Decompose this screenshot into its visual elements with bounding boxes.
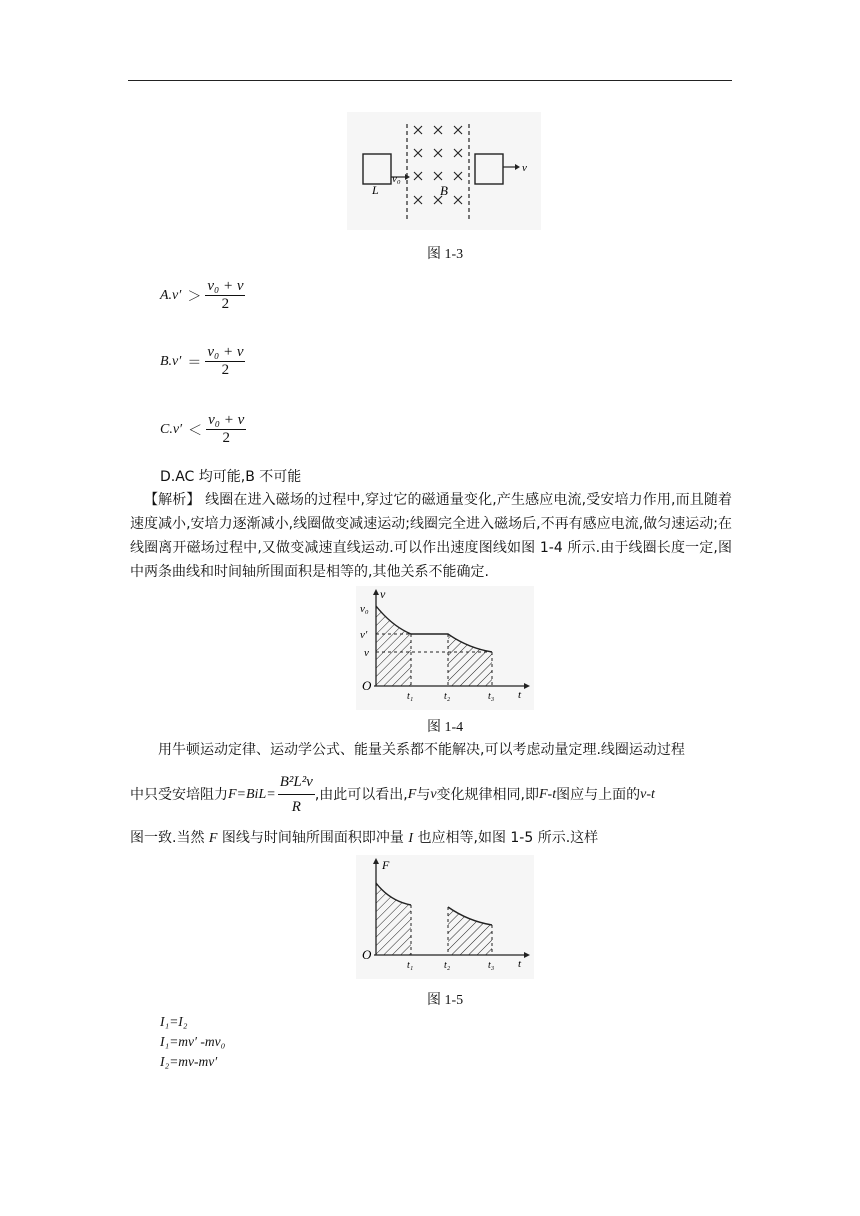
option-a (160, 278, 245, 313)
option-a-numerator: v₀ + v (207, 278, 244, 294)
tick-t1: t₁ (407, 960, 414, 971)
p2-text-e: v (430, 786, 437, 802)
p2-text-d: 与 (416, 786, 431, 803)
origin-label: O (362, 678, 372, 693)
area-entering (376, 606, 411, 686)
option-b-relation: ＝ (187, 355, 202, 371)
option-b-denominator: 2 (221, 362, 230, 378)
p2-fraction (278, 770, 315, 819)
figure-1-5 (356, 855, 534, 979)
coil-right (475, 154, 503, 184)
equation-1: I₁=I₂ (160, 1014, 188, 1029)
option-a-prefix: A.v′ (160, 287, 182, 303)
figure-1-4 (356, 586, 534, 710)
impulse-area-2 (448, 907, 492, 955)
paragraph-2-line-1: 用牛顿运动定律、运动学公式、能量关系都不能解决,可以考虑动量定理.线圈运动过程 (158, 742, 685, 758)
paragraph-2-line-2 (130, 770, 732, 819)
p2-l3-c: 图线与时间轴所围面积即冲量 (217, 830, 409, 846)
p2-l3-e: 也应相等,如图 1-5 所示.这样 (413, 830, 599, 846)
option-c-prefix: C.v′ (160, 421, 183, 437)
tick-v0: v₀ (360, 603, 369, 615)
label-v: v (522, 162, 527, 174)
axis-label-F: F (382, 858, 390, 872)
equation-3: I₂=mv-mv′ (160, 1054, 218, 1069)
velocity-time-graph (356, 586, 534, 710)
option-c-relation: ＜ (188, 423, 203, 439)
option-d: D.AC 均可能,B 不可能 (160, 469, 302, 485)
option-a-denominator: 2 (221, 296, 230, 312)
label-v0: v₀ (392, 173, 401, 185)
figure-1-3 (347, 112, 541, 230)
p2-formula-f: F=BiL= (228, 786, 276, 802)
option-c-denominator: 2 (222, 430, 230, 446)
option-b-numerator: v₀ + v (207, 344, 244, 360)
p2-text-j: v-t (640, 786, 655, 802)
force-time-graph (356, 855, 534, 979)
impulse-area-1 (376, 883, 411, 955)
magnetic-field-diagram (347, 112, 541, 230)
tick-t3: t₃ (488, 960, 495, 971)
option-a-relation: ＞ (187, 289, 202, 305)
p2-text-h: F-t (539, 786, 557, 802)
label-L: L (372, 183, 379, 197)
analysis-tag: 【解析】 (144, 492, 201, 508)
option-c (160, 412, 246, 447)
tick-t1: t₁ (407, 691, 414, 702)
option-b-fraction (205, 344, 245, 379)
paragraph-2-line-3 (130, 826, 732, 851)
analysis-text: 线圈在进入磁场的过程中,穿过它的磁通量变化,产生感应电流,受安培力作用,而且随着速度减小,安培力逐渐减小,线圈做变减速运动;线圈完全进入磁场后,不再有感应电流,做匀速运动;在线圈离开磁场过程中,又做变减速直线运动.可以作出速度图线如图 1-4 所示.由于线圈长度一定,图中两条曲线和时间轴所围面积是相等的,其他关系不能确定. (130, 492, 733, 580)
figure-1-3-caption: 图 1-3 (427, 247, 464, 262)
tick-v: v (364, 647, 369, 659)
equation-2: I₁=mv′ -mv₀ (160, 1034, 226, 1049)
coil-left (363, 154, 391, 184)
axis-label-t: t (518, 958, 522, 970)
header-rule (128, 80, 732, 81)
p2-l3-a: 图一致.当然 (130, 830, 209, 846)
p2-text-c: F (407, 786, 417, 802)
p2-text-i: 图应与上面的 (556, 786, 641, 803)
axis-label-v: v (380, 587, 386, 601)
figure-1-5-caption: 图 1-5 (427, 993, 464, 1008)
p2-text-g: 变化规律相同,即 (436, 786, 539, 803)
p2-text-a: 中只受安培阻力 (130, 786, 228, 803)
option-b (160, 344, 245, 379)
tick-vprime: v′ (360, 629, 368, 641)
p2-l3-b: F (208, 831, 218, 846)
origin-label: O (362, 947, 372, 962)
option-a-fraction (205, 278, 245, 313)
area-leaving (448, 634, 492, 686)
analysis-paragraph (130, 488, 732, 584)
option-b-prefix: B.v′ (160, 353, 182, 369)
tick-t2: t₂ (444, 960, 451, 971)
option-c-fraction (206, 412, 246, 447)
option-c-numerator: v₀ + v (208, 412, 245, 428)
tick-t2: t₂ (444, 691, 451, 702)
p2-fraction-denominator: R (291, 799, 301, 815)
axis-label-t: t (518, 689, 522, 701)
tick-t3: t₃ (488, 691, 495, 702)
p2-text-b: ,由此可以看出, (314, 786, 408, 803)
field-crosses (414, 126, 462, 204)
p2-fraction-numerator: B²L²v (278, 770, 315, 795)
figure-1-4-caption: 图 1-4 (427, 720, 464, 735)
label-B: B (440, 183, 448, 198)
p2-l3-d: I (408, 831, 414, 846)
